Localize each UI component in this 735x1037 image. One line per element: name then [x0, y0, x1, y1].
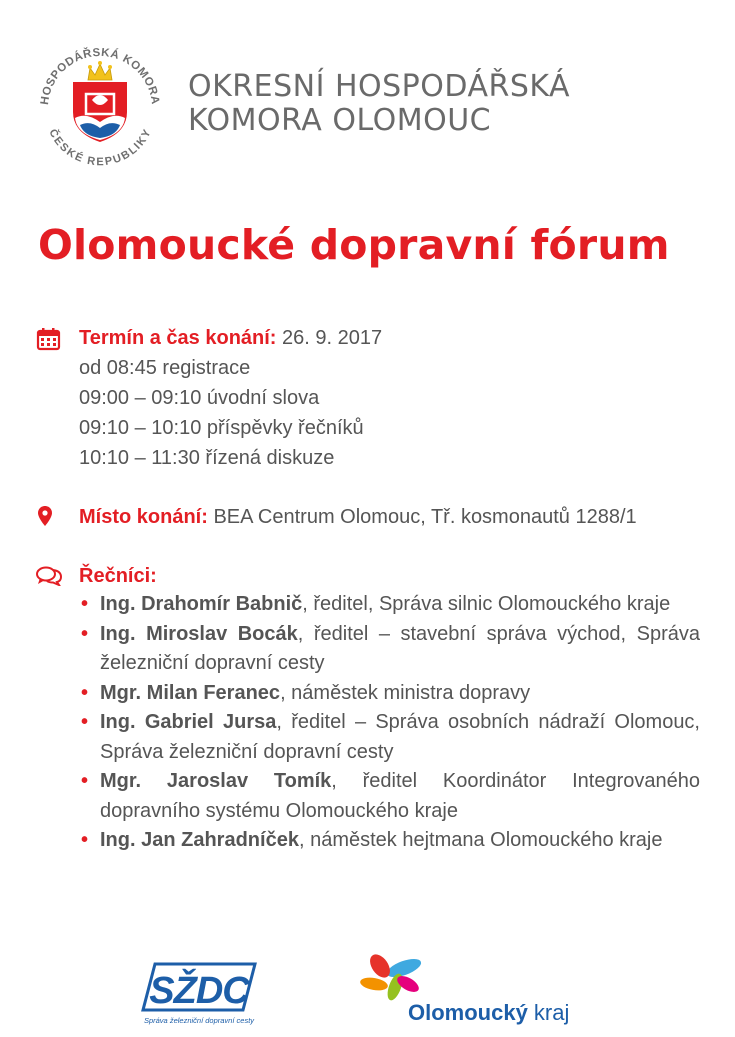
- speech-bubbles-icon: [36, 566, 62, 586]
- seal-text-top: HOSPODÁŘSKÁ KOMORA: [38, 46, 162, 106]
- speaker-role: , náměstek ministra dopravy: [280, 681, 531, 704]
- speaker-role: , ředitel, Správa silnic Olomouckého kraje: [302, 593, 671, 615]
- ok-logo-bold: Olomoucký: [408, 1000, 528, 1025]
- schedule-line: 09:00 – 09:10 úvodní slova: [79, 387, 320, 409]
- schedule-date: 26. 9. 2017: [276, 327, 383, 349]
- svg-text:Olomoucký kraj: [408, 1000, 569, 1025]
- flower-icon: [360, 951, 423, 1002]
- speaker-name: Ing. Jan Zahradníček: [100, 829, 299, 851]
- speaker-role: , ředitel – Správa osobních nádraží Olomouc, Správa železniční dopravní cesty: [100, 711, 700, 763]
- seal-text-bottom: ČESKÉ REPUBLIKY: [46, 127, 154, 169]
- venue-line: [79, 502, 637, 532]
- speakers-list: [79, 590, 700, 856]
- schedule-line: od 08:45 registrace: [79, 357, 251, 379]
- calendar-icon: [36, 327, 62, 351]
- list-item: [79, 767, 700, 826]
- org-name-line2: KOMORA OLOMOUC: [188, 103, 492, 138]
- bullet: •: [81, 622, 89, 645]
- speakers-label: Řečníci:: [79, 565, 157, 587]
- bullet: •: [81, 770, 89, 792]
- venue-label: Místo konání:: [79, 506, 208, 528]
- speaker-name: Mgr. Milan Feranec: [100, 681, 281, 704]
- speaker-name: Ing. Gabriel Jursa: [100, 711, 277, 733]
- list-item: [79, 708, 700, 767]
- speaker-role: , náměstek hejtmana Olomouckého kraje: [298, 829, 663, 851]
- szdc-logo-text: SŽDC: [149, 970, 249, 1012]
- list-item: [79, 620, 700, 679]
- szdc-logo: [137, 960, 262, 1028]
- schedule-line: 10:10 – 11:30 řízená diskuze: [79, 447, 335, 469]
- speaker-name: Ing. Drahomír Babnič: [100, 593, 303, 615]
- bullet: •: [81, 711, 89, 733]
- event-title: Olomoucké dopravní fórum: [38, 221, 670, 269]
- schedule-label: Termín a čas konání:: [79, 327, 277, 349]
- speakers-heading: [79, 561, 157, 591]
- speaker-name: Mgr. Jaroslav Tomík: [100, 770, 332, 792]
- venue-value: BEA Centrum Olomouc, Tř. kosmonautů 1288/1: [207, 506, 637, 528]
- speaker-name: Ing. Miroslav Bocák: [100, 622, 298, 645]
- schedule-heading: [79, 323, 382, 353]
- org-name-line1: OKRESNÍ HOSPODÁŘSKÁ: [188, 69, 571, 104]
- olomoucky-kraj-logo: [360, 950, 610, 1030]
- organization-name: [188, 70, 570, 138]
- speaker-role: , ředitel Koordinátor Integrovaného dopravního systému Olomouckého kraje: [100, 770, 700, 822]
- chamber-seal-logo: [28, 30, 173, 175]
- szdc-caption: Správa železniční dopravní cesty: [143, 1016, 255, 1025]
- ok-logo-light: kraj: [527, 1000, 570, 1025]
- speaker-role: , ředitel – stavební správa východ, Správa železniční dopravní cesty: [100, 622, 700, 674]
- bullet: •: [81, 593, 89, 615]
- list-item: [79, 679, 700, 709]
- schedule-line: 09:10 – 10:10 příspěvky řečníků: [79, 417, 364, 439]
- list-item: [79, 590, 700, 620]
- bullet: •: [81, 681, 89, 704]
- bullet: •: [81, 829, 89, 851]
- list-item: [79, 826, 700, 856]
- map-pin-icon: [38, 506, 52, 526]
